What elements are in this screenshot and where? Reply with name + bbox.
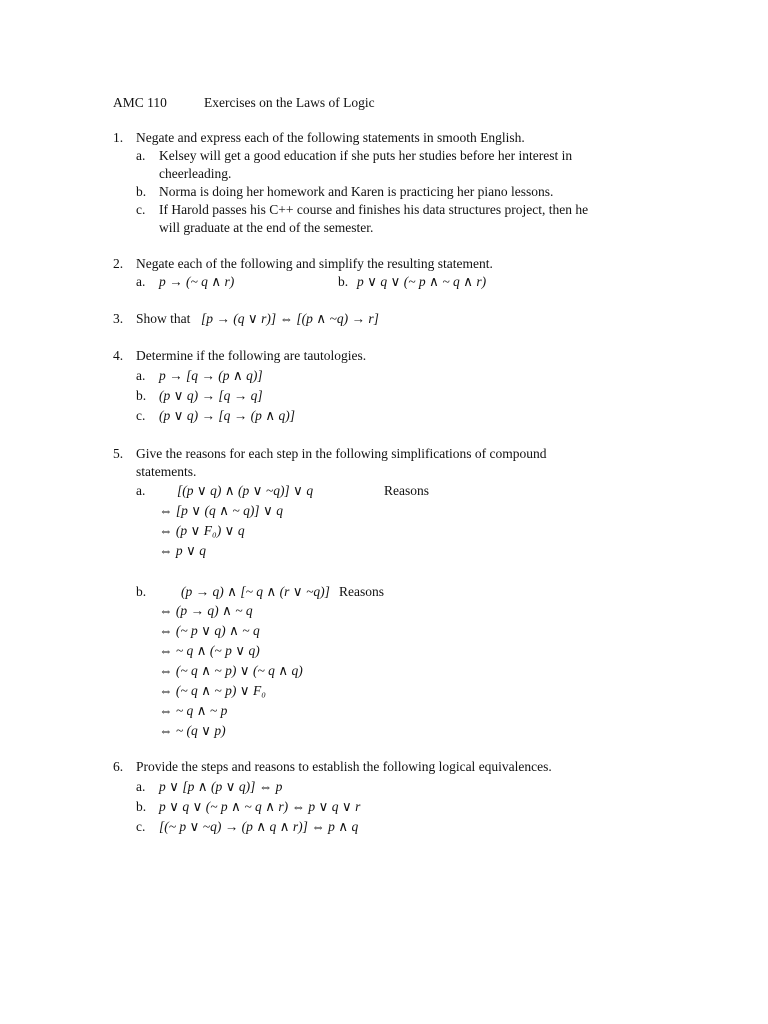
q5a-step-1: ⇔ [p ∨ (q ∧ ~ q)] ∨ q: [159, 503, 283, 518]
q5a-step-3: ⇔ p ∨ q: [159, 543, 207, 558]
q5b-step-5: ⇔ (~ q ∧ ~ p) ∨ F₀: [159, 683, 266, 698]
q1-number: 1.: [113, 130, 124, 145]
q1b-label: b.: [136, 184, 147, 199]
q5b-reasons-heading: Reasons: [339, 584, 384, 599]
q2a-label: a.: [136, 274, 146, 289]
q1a-line2: cheerleading.: [159, 166, 232, 181]
q4c-label: c.: [136, 408, 146, 423]
course-code: AMC 110: [113, 95, 167, 110]
q2-text: Negate each of the following and simplify the resulting statement.: [136, 256, 493, 271]
q1c-line2: will graduate at the end of the semester.: [159, 220, 374, 235]
q3-number: 3.: [113, 311, 124, 326]
q4c-expression: (p ∨ q) → [q → (p ∧ q)]: [159, 408, 296, 423]
q4a-label: a.: [136, 368, 146, 383]
q5b-step-2: ⇔ (~ p ∨ q) ∧ ~ q: [159, 623, 260, 638]
q2b-label: b.: [338, 274, 349, 289]
q6b-expression: p ∨ q ∨ (~ p ∧ ~ q ∧ r) ⇔ p ∨ q ∨ r: [159, 799, 361, 814]
q5b-step-4: ⇔ (~ q ∧ ~ p) ∨ (~ q ∧ q): [159, 663, 303, 678]
q1a-line1: Kelsey will get a good education if she puts her studies before her interest in: [159, 148, 573, 163]
q5b-step-6: ⇔ ~ q ∧ ~ p: [159, 703, 228, 718]
q5a-reasons-heading: Reasons: [384, 483, 429, 498]
q4b-label: b.: [136, 388, 147, 403]
q1c-label: c.: [136, 202, 146, 217]
q1b-line1: Norma is doing her homework and Karen is practicing her piano lessons.: [159, 184, 554, 199]
q2-number: 2.: [113, 256, 124, 271]
q5-number: 5.: [113, 446, 124, 461]
q4-text: Determine if the following are tautologies.: [136, 348, 367, 363]
q2a-expression: p → (~ q ∧ r): [159, 274, 235, 289]
q6b-label: b.: [136, 799, 147, 814]
q3-text: Show that: [136, 311, 191, 326]
q5b-step-7: ⇔ ~ (q ∨ p): [159, 723, 226, 738]
q6a-expression: p ∨ [p ∧ (p ∨ q)] ⇔ p: [159, 779, 283, 794]
q5b-label: b.: [136, 584, 147, 599]
q6-text: Provide the steps and reasons to establish the following logical equivalences.: [136, 759, 552, 774]
q5a-label: a.: [136, 483, 146, 498]
q5b-expression: (p → q) ∧ [~ q ∧ (r ∨ ~q)]: [181, 584, 330, 599]
q6-number: 6.: [113, 759, 124, 774]
q4b-expression: (p ∨ q) → [q → q]: [159, 388, 263, 403]
q4a-expression: p → [q → (p ∧ q)]: [159, 368, 263, 383]
q2b-expression: p ∨ q ∨ (~ p ∧ ~ q ∧ r): [357, 274, 487, 289]
q6a-label: a.: [136, 779, 146, 794]
q1a-label: a.: [136, 148, 146, 163]
q4-number: 4.: [113, 348, 124, 363]
q1-text: Negate and express each of the following statements in smooth English.: [136, 130, 525, 145]
q6c-label: c.: [136, 819, 146, 834]
q5a-step-2: ⇔ (p ∨ F₀) ∨ q: [159, 523, 245, 538]
q5-text-line1: Give the reasons for each step in the following simplifications of compound: [136, 446, 547, 461]
page-title: Exercises on the Laws of Logic: [204, 95, 375, 110]
q5b-step-1: ⇔ (p → q) ∧ ~ q: [159, 603, 253, 618]
q5-text-line2: statements.: [136, 464, 197, 479]
q5b-step-3: ⇔ ~ q ∧ (~ p ∨ q): [159, 643, 260, 658]
q5a-expression: [(p ∨ q) ∧ (p ∨ ~q)] ∨ q: [177, 483, 314, 498]
q1c-line1: If Harold passes his C++ course and finishes his data structures project, then he: [159, 202, 589, 217]
q6c-expression: [(~ p ∨ ~q) → (p ∧ q ∧ r)] ⇔ p ∧ q: [159, 819, 359, 834]
q3-expression: [p → (q ∨ r)] ⇔ [(p ∧ ~q) → r]: [201, 311, 379, 326]
